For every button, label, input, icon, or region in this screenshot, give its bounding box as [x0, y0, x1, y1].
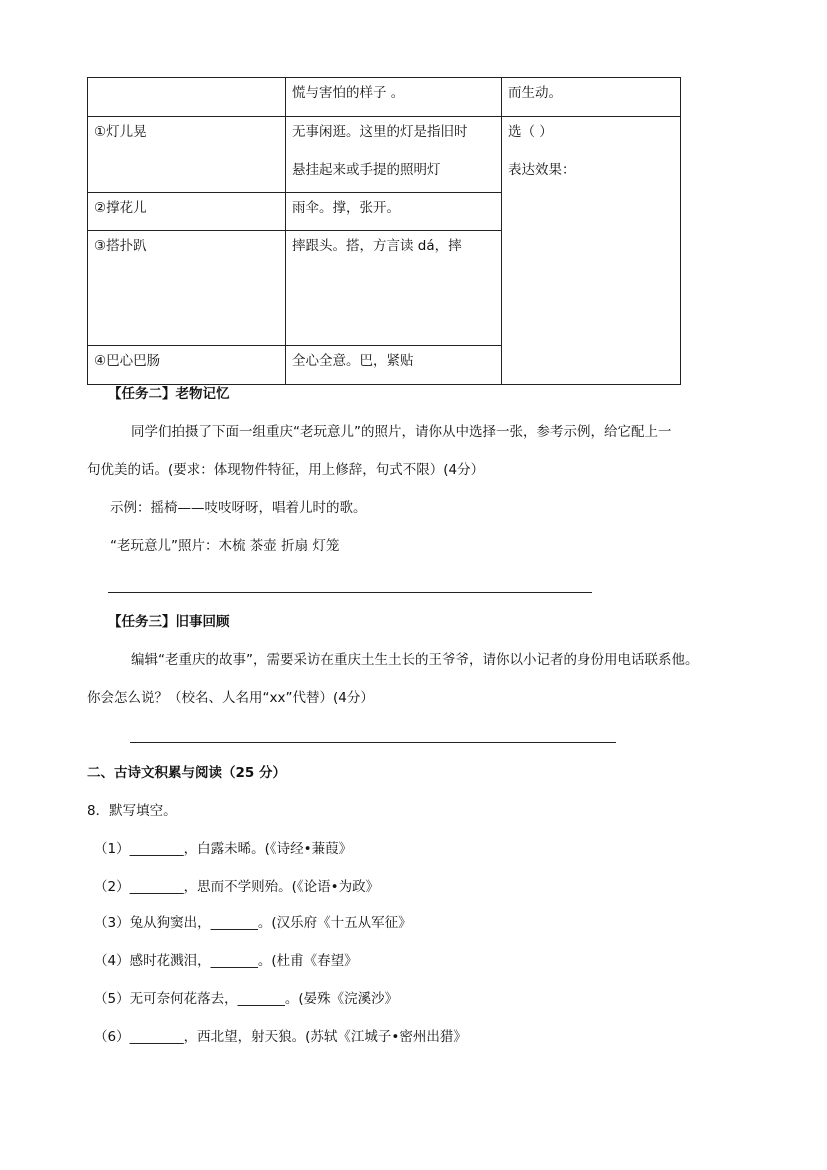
table-cell-meaning-1: 无事闲逛。这里的灯是指旧时 悬挂起来或手提的照明灯 [286, 117, 502, 193]
table-cell-word-4: ④巴心巴肠 [88, 346, 286, 385]
task3-title: 【任务三】旧事回顾 [108, 614, 230, 630]
task2-paragraph-line1: 同学们拍摄了下面一组重庆“老玩意儿”的照片，请你从中选择一张，参考示例，给它配上一 [131, 424, 672, 440]
section2-heading: 二、古诗文积累与阅读（25 分） [87, 765, 286, 781]
table-cell-top-effect: 而生动。 [502, 78, 681, 117]
fill-blank-item-6: （6）________，西北望，射天狼。(苏轼《江城子•密州出猎》 [94, 1029, 467, 1045]
table-cell-meaning-2: 雨伞。撑，张开。 [286, 193, 502, 231]
task2-title: 【任务二】老物记忆 [108, 386, 230, 402]
fill-blank-item-2: （2）________，思而不学则殆。(《论语•为政》 [94, 879, 380, 895]
vocabulary-table [87, 77, 681, 385]
table-cell-top-meaning: 慌与害怕的样子 。 [286, 78, 502, 117]
table-cell-answer [502, 117, 681, 385]
table-cell-meaning-4: 全心全意。巴，紧贴 [286, 346, 502, 385]
question-8: 8．默写填空。 [87, 803, 177, 819]
effect-label: 表达效果： [508, 162, 576, 178]
task3-answer-line[interactable] [130, 742, 616, 743]
task2-example: 示例：摇椅——吱吱呀呀，唱着儿时的歌。 [110, 500, 367, 516]
fill-blank-item-4: （4）感时花溅泪，_______。(杜甫《春望》 [94, 953, 358, 969]
fill-blank-item-3: （3）兔从狗窦出，_______。(汉乐府《十五从军征》 [94, 915, 412, 931]
fill-blank-item-1: （1）________，白露未晞。(《诗经•蒹葭》 [94, 841, 353, 857]
table-cell-meaning-3: 摔跟头。搭，方言读 dá，摔 [286, 231, 502, 346]
task2-paragraph-line2: 句优美的话。(要求：体现物件特征，用上修辞，句式不限）(4分） [87, 462, 485, 478]
task3-paragraph-line2: 你会怎么说？（校名、人名用“xx”代替）(4分） [87, 690, 374, 706]
task2-photos: “老玩意儿”照片：木梳 茶壶 折扇 灯笼 [110, 538, 340, 554]
table-cell-empty [88, 78, 286, 117]
task2-answer-line[interactable] [108, 592, 592, 593]
select-blank: 选（ ） [508, 124, 553, 140]
table-cell-word-3: ③搭扑趴 [88, 231, 286, 346]
table-cell-word-1: ①灯儿晃 [88, 117, 286, 193]
table-cell-word-2: ②撑花儿 [88, 193, 286, 231]
task3-paragraph-line1: 编辑“老重庆的故事”，需要采访在重庆土生土长的王爷爷，请你以小记者的身份用电话联系他。 [131, 652, 699, 668]
fill-blank-item-5: （5）无可奈何花落去，_______。(晏殊《浣溪沙》 [94, 991, 399, 1007]
